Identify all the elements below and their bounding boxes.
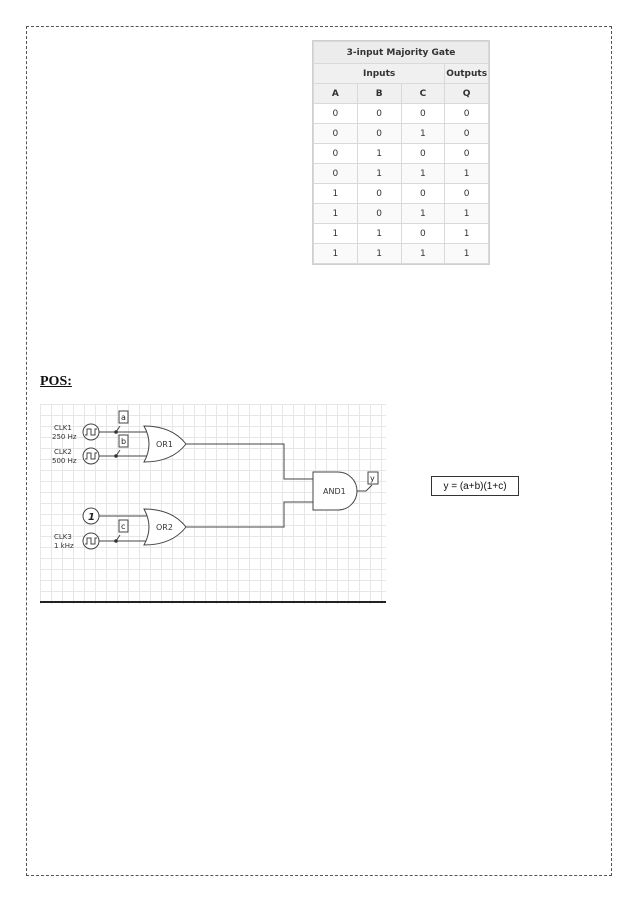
table-cell: 0 [357,204,401,224]
or2-label: OR2 [156,523,173,532]
and1-gate[interactable] [313,472,357,510]
table-cell: 0 [314,104,358,124]
clk1-source[interactable] [83,424,99,440]
table-cell: 1 [445,224,489,244]
table-cell: 1 [401,244,445,264]
column-header-c: C [401,84,445,104]
table-cell: 0 [401,144,445,164]
table-cell: 1 [314,224,358,244]
clk3-source[interactable] [83,533,99,549]
table-row [314,204,489,224]
table-cell: 0 [401,104,445,124]
table-cell: 1 [357,224,401,244]
column-header-q: Q [445,84,489,104]
table-cell: 1 [314,184,358,204]
table-cell: 0 [314,164,358,184]
probe-b-label: b [121,437,127,446]
probe-a[interactable] [119,411,128,423]
table-row [314,224,489,244]
table-cell: 0 [445,144,489,164]
table-cell: 0 [357,104,401,124]
or1-gate[interactable] [144,426,186,462]
table-cell: 1 [401,124,445,144]
table-cell: 1 [445,204,489,224]
equation-text: y = (a+b)(1+c) [443,480,507,492]
table-row [314,124,489,144]
clk3-frequency: 1 kHz [54,542,74,550]
table-cell: 0 [314,124,358,144]
table-cell: 1 [401,164,445,184]
table-cell: 0 [445,184,489,204]
column-header-a: A [314,84,358,104]
circuit-diagram [40,404,386,604]
constant-one-label: 1 [88,512,95,523]
table-cell: 1 [314,204,358,224]
table-row [314,104,489,124]
column-header-b: B [357,84,401,104]
pos-heading: POS: [40,374,72,389]
probe-c-label: c [121,522,126,531]
equation-box [431,476,519,496]
table-cell: 0 [357,184,401,204]
circuit-underline [40,601,386,603]
outputs-header: Outputs [445,64,489,84]
table-row [314,144,489,164]
probe-y[interactable] [368,472,378,484]
table-cell: 0 [314,144,358,164]
or2-gate[interactable] [144,509,186,545]
table-row [314,164,489,184]
truth-table-image [312,40,490,265]
table-cell: 1 [357,244,401,264]
probe-a-label: a [121,413,126,422]
table-cell: 0 [401,224,445,244]
constant-one-source[interactable] [83,508,99,524]
clk2-source[interactable] [83,448,99,464]
table-row [314,244,489,264]
table-cell: 1 [445,164,489,184]
table-cell: 0 [357,124,401,144]
probe-y-label: y [370,474,375,483]
or1-label: OR1 [156,440,173,449]
table-cell: 1 [357,144,401,164]
clk1-frequency: 250 Hz [52,433,77,441]
truth-table [313,41,489,264]
table-cell: 0 [401,184,445,204]
table-cell: 1 [445,244,489,264]
table-cell: 0 [445,124,489,144]
clk2-frequency: 500 Hz [52,457,77,465]
and1-label: AND1 [323,487,346,496]
clk1-label: CLK1 [54,424,72,432]
clk2-label: CLK2 [54,448,72,456]
clk3-label: CLK3 [54,533,72,541]
table-row [314,184,489,204]
probe-b[interactable] [119,435,128,447]
circuit-svg [40,404,386,604]
table-cell: 1 [401,204,445,224]
probe-c[interactable] [119,520,128,532]
table-cell: 1 [314,244,358,264]
inputs-header: Inputs [314,64,445,84]
table-cell: 0 [445,104,489,124]
truth-table-title: 3-input Majority Gate [314,42,489,64]
table-cell: 1 [357,164,401,184]
